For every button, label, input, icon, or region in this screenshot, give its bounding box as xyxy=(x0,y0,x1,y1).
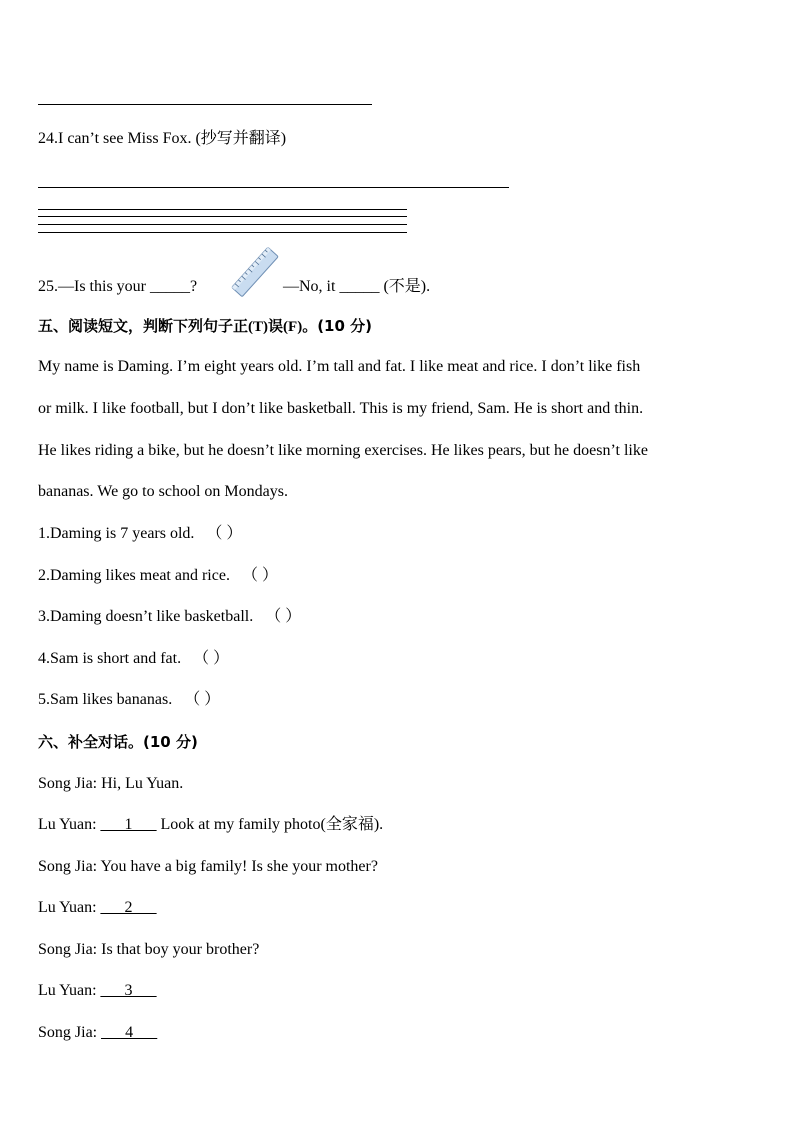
writing-line xyxy=(38,216,407,217)
speaker: Song Jia: xyxy=(38,775,98,792)
speaker: Lu Yuan: xyxy=(38,982,97,999)
dialogue-line xyxy=(38,898,157,918)
answer-parentheses[interactable]: （ ） xyxy=(241,567,278,584)
tf-question-4 xyxy=(38,649,229,669)
speaker: Song Jia: xyxy=(38,941,98,958)
dialogue-line xyxy=(38,815,383,835)
heading-text: 五、阅读短文，判断下列句子正 xyxy=(38,317,249,335)
heading-true-mark: (T) xyxy=(248,319,269,335)
answer-blank[interactable]: ___2___ xyxy=(100,899,157,916)
writing-line xyxy=(38,209,407,210)
dialogue-text: Look at my family photo(全家福). xyxy=(160,816,384,833)
answer-blank[interactable]: ___4___ xyxy=(101,1024,158,1041)
section-5-heading xyxy=(38,316,372,337)
speaker: Lu Yuan: xyxy=(38,816,97,833)
dialogue-line xyxy=(38,1023,157,1043)
question-text: 4.Sam is short and fat. xyxy=(38,650,182,667)
dialogue-line xyxy=(38,940,259,960)
question-25-prefix: 25.—Is this your _____? xyxy=(38,278,198,295)
question-25-suffix: —No, it _____ (不是). xyxy=(283,278,431,295)
section-6-heading: 六、补全对话。(10 分) xyxy=(38,733,198,751)
dialogue-text: Hi, Lu Yuan. xyxy=(101,775,184,792)
tf-question-1 xyxy=(38,524,242,544)
passage-line: bananas. We go to school on Mondays. xyxy=(38,483,288,500)
dialogue-line xyxy=(38,981,157,1001)
answer-line[interactable] xyxy=(38,187,509,188)
speaker: Song Jia: xyxy=(38,858,98,875)
answer-line[interactable] xyxy=(38,104,372,105)
answer-blank[interactable]: ___1___ xyxy=(100,816,157,833)
heading-false-mark: (F) xyxy=(283,319,303,335)
answer-parentheses[interactable]: （ ） xyxy=(184,691,221,708)
dialogue-line xyxy=(38,774,183,794)
speaker: Song Jia: xyxy=(38,1024,98,1041)
ruler-icon xyxy=(229,246,281,298)
heading-text: 误 xyxy=(268,317,284,335)
question-text: 2.Daming likes meat and rice. xyxy=(38,567,230,584)
answer-parentheses[interactable]: （ ） xyxy=(193,650,230,667)
writing-line xyxy=(38,224,407,225)
writing-line xyxy=(38,232,407,233)
tf-question-3 xyxy=(38,607,301,627)
question-text: 1.Daming is 7 years old. xyxy=(38,525,195,542)
question-text: 5.Sam likes bananas. xyxy=(38,691,173,708)
dialogue-text: You have a big family! Is she your mother? xyxy=(100,858,378,875)
dialogue-text: Is that boy your brother? xyxy=(101,941,260,958)
tf-question-2 xyxy=(38,566,278,586)
passage-line: My name is Daming. I’m eight years old. I’m tall and fat. I like meat and rice. I don’t like fish xyxy=(38,358,641,375)
passage-line: or milk. I like football, but I don’t like basketball. This is my friend, Sam. He is short and thin. xyxy=(38,400,644,417)
answer-parentheses[interactable]: （ ） xyxy=(265,608,302,625)
tf-question-5 xyxy=(38,690,220,710)
question-24: 24.I can’t see Miss Fox. (抄写并翻译) xyxy=(38,130,287,147)
dialogue-line xyxy=(38,857,378,877)
speaker: Lu Yuan: xyxy=(38,899,97,916)
heading-score: 。(10 分) xyxy=(302,317,372,335)
answer-parentheses[interactable]: （ ） xyxy=(206,525,243,542)
passage-line: He likes riding a bike, but he doesn’t like morning exercises. He likes pears, but he doesn’t like xyxy=(38,442,648,459)
answer-blank[interactable]: ___3___ xyxy=(100,982,157,999)
question-text: 3.Daming doesn’t like basketball. xyxy=(38,608,254,625)
